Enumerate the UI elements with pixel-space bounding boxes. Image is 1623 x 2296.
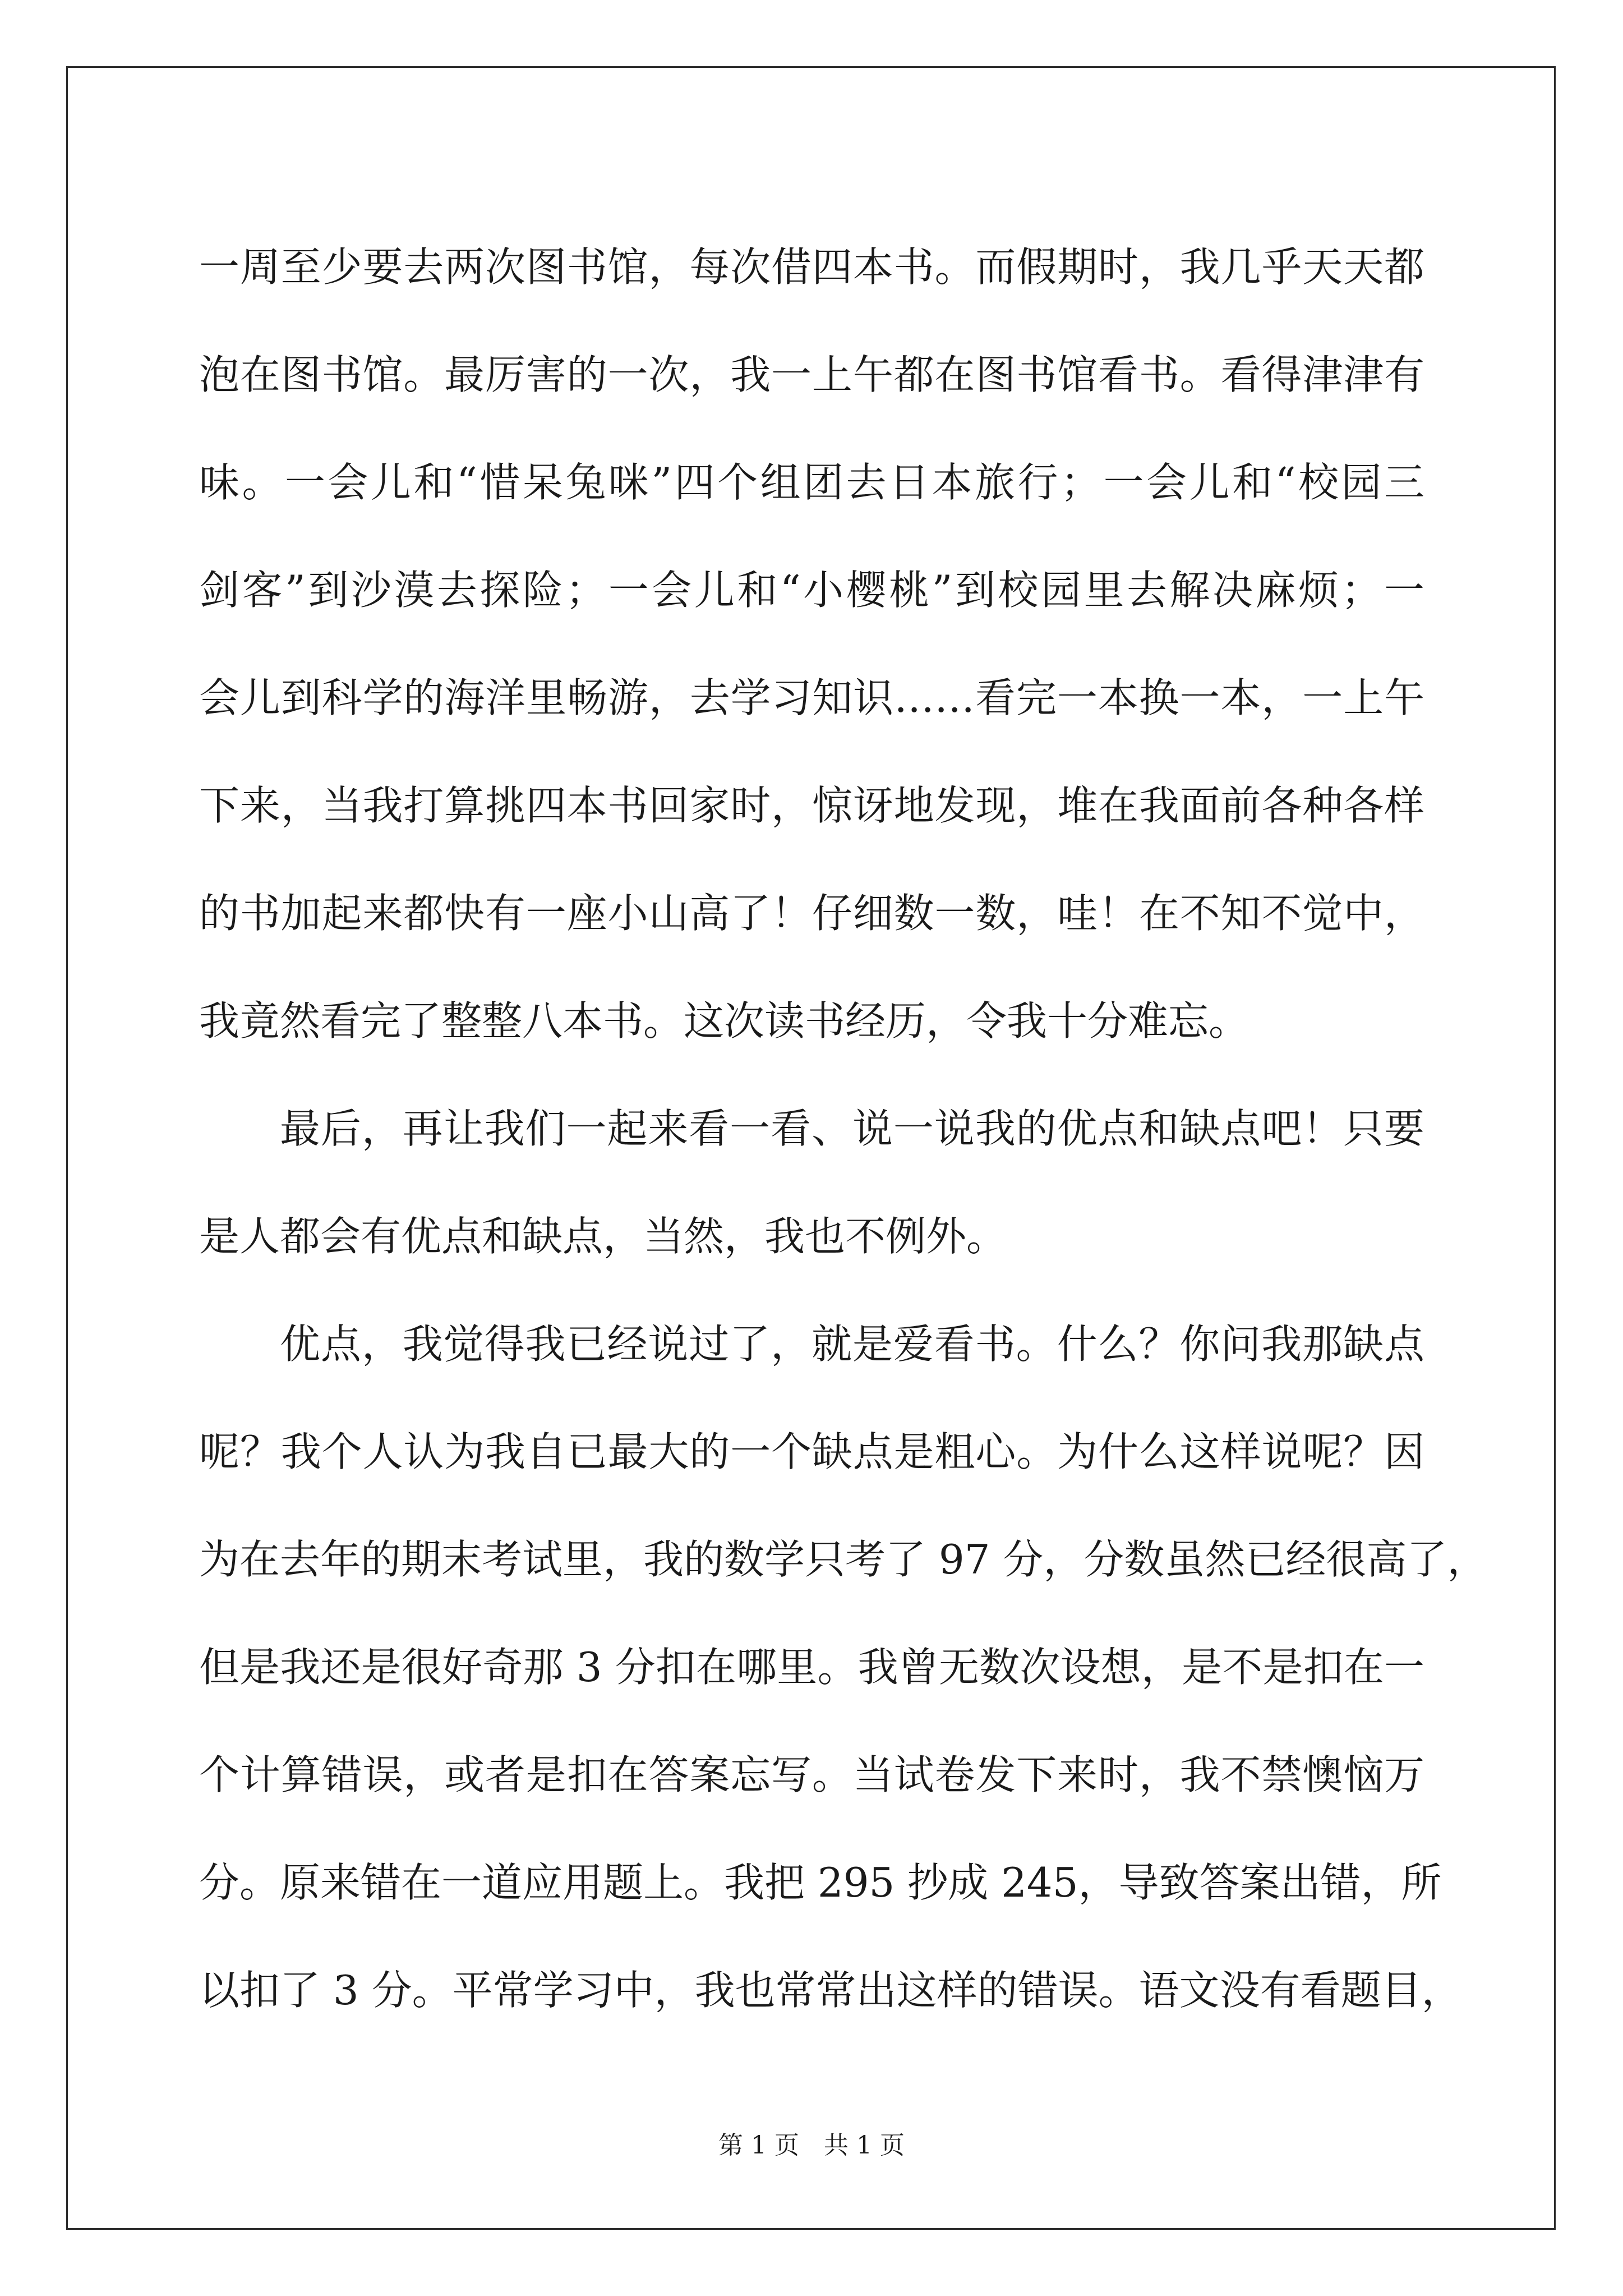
text-line: 一周至少要去两次图书馆，每次借四本书。而假期时，我几乎天天都	[199, 243, 1424, 291]
text-line: 优点，我觉得我已经说过了，就是爱看书。什么？你问我那缺点	[280, 1320, 1424, 1368]
page-footer: 第 1 页 共 1 页	[718, 2131, 905, 2160]
paragraph	[199, 213, 1424, 1075]
paragraph	[199, 1075, 1424, 1290]
text-line: 我竟然看完了整整八本书。这次读书经历，令我十分难忘。	[199, 997, 1249, 1045]
text-line: 以扣了 3 分。平常学习中，我也常常出这样的错误。语文没有看题目，	[199, 1967, 1462, 2014]
text-line: 的书加起来都快有一座小山高了！仔细数一数，哇！在不知不觉中，	[199, 890, 1424, 937]
text-line: 呢？我个人认为我自已最大的一个缺点是粗心。为什么这样说呢？因	[199, 1428, 1424, 1475]
text-line: 泡在图书馆。最厉害的一次，我一上午都在图书馆看书。看得津津有	[199, 351, 1424, 398]
text-line: 最后，再让我们一起来看一看、说一说我的优点和缺点吧！只要	[280, 1105, 1424, 1152]
text-line: 但是我还是很好奇那 3 分扣在哪里。我曾无数次设想，是不是扣在一	[199, 1644, 1424, 1691]
text-line: 分。原来错在一道应用题上。我把 295 抄成 245，导致答案出错，所	[199, 1859, 1442, 1906]
text-line: 味。一会儿和“惜呆兔咪”四个组团去日本旅行；一会儿和“校园三	[199, 459, 1424, 506]
text-line: 为在去年的期末考试里，我的数学只考了 97 分，分数虽然已经很高了，	[199, 1536, 1488, 1583]
document-body	[199, 213, 1488, 2044]
text-line: 剑客”到沙漠去探险；一会儿和“小樱桃”到校园里去解决麻烦；一	[199, 567, 1424, 614]
text-line: 会儿到科学的海洋里畅游，去学习知识……看完一本换一本，一上午	[199, 674, 1424, 721]
text-line: 是人都会有优点和缺点，当然，我也不例外。	[199, 1213, 1007, 1260]
text-line: 个计算错误，或者是扣在答案忘写。当试卷发下来时，我不禁懊恼万	[199, 1751, 1424, 1798]
text-line: 下来，当我打算挑四本书回家时，惊讶地发现，堆在我面前各种各样	[199, 782, 1424, 829]
paragraph	[199, 1290, 1488, 2044]
